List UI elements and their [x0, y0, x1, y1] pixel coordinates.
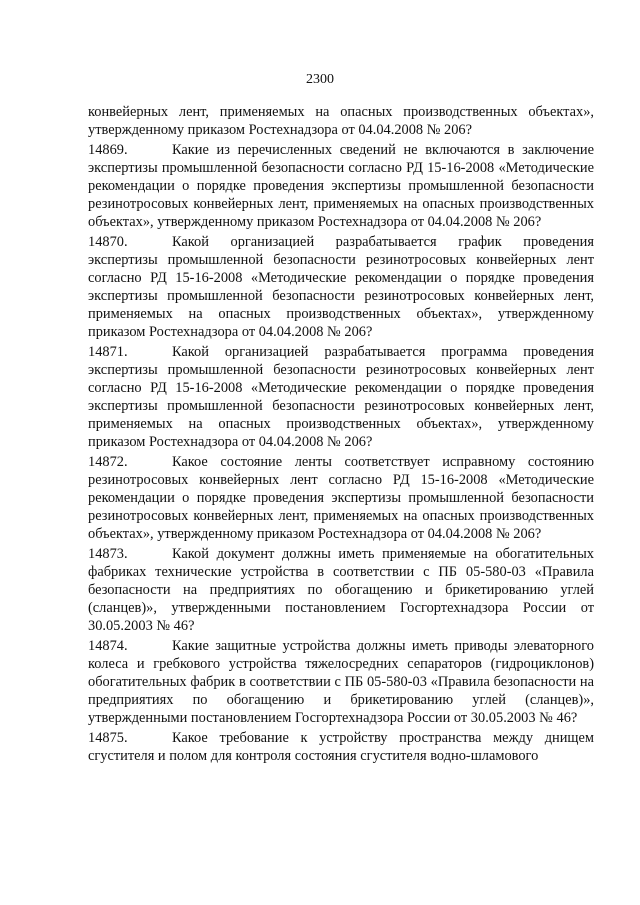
question-item — [88, 343, 594, 451]
question-text: Какие из перечисленных сведений не включаются в заключение экспертизы промышленной безопасности согласно РД 15-16-2008 «Методические рекомендации о порядке проведения экспертизы промышленной безопасности резинотросовых конвейерных лент, применяемых на опасных производственных объектах», утвержденному приказом Ростехнадзора от 04.04.2008 № 206? — [88, 142, 594, 230]
question-number: 14875. — [88, 730, 128, 746]
question-item — [88, 141, 594, 231]
question-number: 14872. — [88, 454, 128, 470]
question-item — [88, 545, 594, 635]
question-number: 14870. — [88, 234, 128, 250]
question-text: Какой организацией разрабатывается график проведения экспертизы промышленной безопасности резинотросовых конвейерных лент согласно РД 15-16-2008 «Методические рекомендации о порядке проведения экспертизы промышленной безопасности резинотросовых конвейерных лент, применяемых на опасных производственных объектах», утвержденному приказом Ростехнадзора от 04.04.2008 № 206? — [88, 234, 594, 340]
question-number: 14869. — [88, 142, 128, 158]
question-number: 14874. — [88, 638, 128, 654]
question-item — [88, 729, 594, 765]
continued-text: конвейерных лент, применяемых на опасных производственных объектах», утвержденному приказом Ростехнадзора от 04.04.2008 № 206? — [88, 104, 594, 138]
question-number: 14873. — [88, 546, 128, 562]
question-text: Какой документ должны иметь применяемые на обогатительных фабриках технические устройства в соответствии с ПБ 05-580-03 «Правила безопасности на предприятиях по обогащению и брикетированию углей (сланцев)», утвержденными постановлением Госгортехнадзора России от 30.05.2003 № 46? — [88, 546, 594, 634]
question-text: Какое требование к устройству пространства между днищем сгустителя и полом для контроля состояния сгустителя водно-шламового — [88, 730, 594, 764]
question-item — [88, 453, 594, 543]
question-text: Какое состояние ленты соответствует исправному состоянию резинотросовых конвейерных лент согласно РД 15-16-2008 «Методические рекомендации о порядке проведения экспертизы промышленной безопасности резинотросовых конвейерных лент, применяемых на опасных производственных объектах», утвержденному приказом Ростехнадзора от 04.04.2008 № 206? — [88, 454, 594, 542]
question-item — [88, 233, 594, 341]
page-content — [88, 103, 594, 767]
question-text: Какой организацией разрабатывается программа проведения экспертизы промышленной безопасности резинотросовых конвейерных лент согласно РД 15-16-2008 «Методические рекомендации о порядке проведения экспертизы промышленной безопасности резинотросовых конвейерных лент, применяемых на опасных производственных объектах», утвержденному приказом Ростехнадзора от 04.04.2008 № 206? — [88, 344, 594, 450]
page-number: 2300 — [306, 72, 334, 87]
question-item — [88, 637, 594, 727]
question-text: Какие защитные устройства должны иметь приводы элеваторного колеса и гребкового устройства тяжелосредних сепараторов (гидроциклонов) обогатительных фабрик в соответствии с ПБ 05-580-03 «Правила безопасности на предприятиях по обогащению и брикетированию углей (сланцев)», утвержденными постановлением Госгортехнадзора России от 30.05.2003 № 46? — [88, 638, 594, 726]
question-number: 14871. — [88, 344, 128, 360]
